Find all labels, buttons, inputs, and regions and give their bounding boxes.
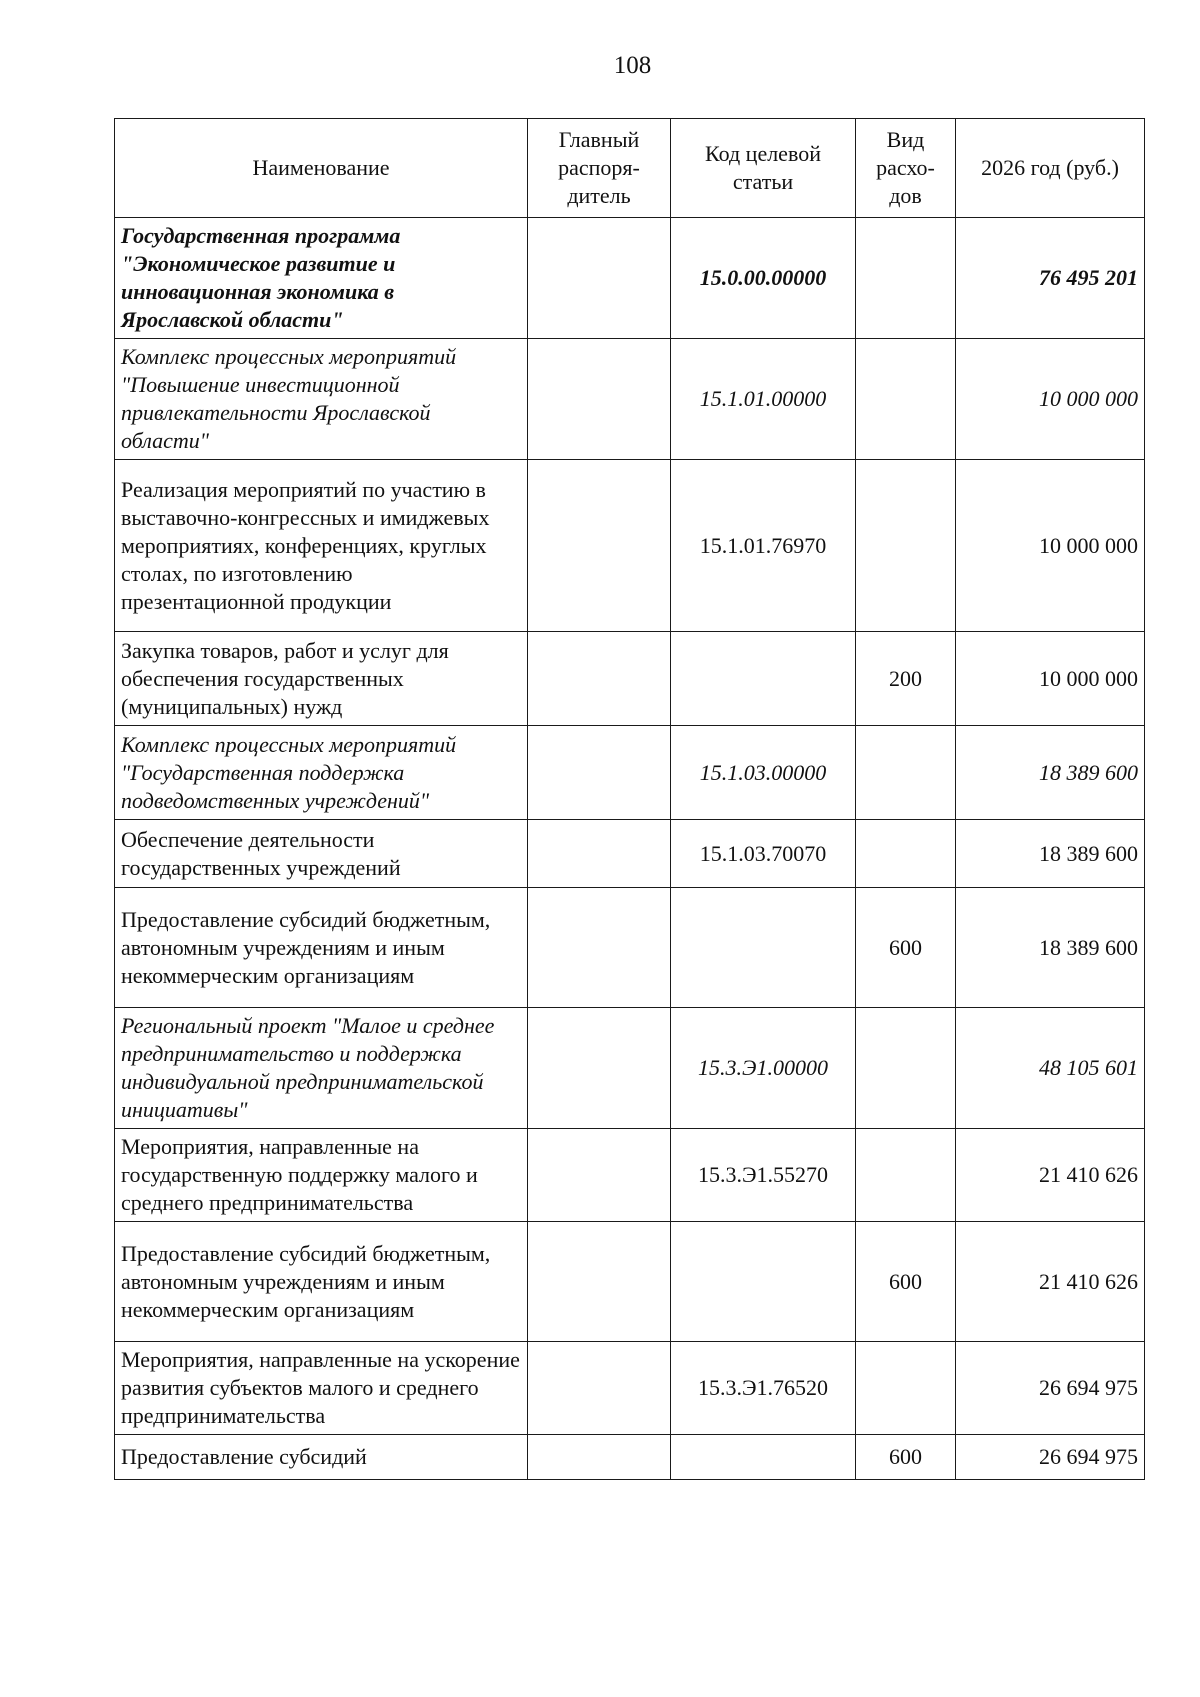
table-row <box>115 1222 1145 1342</box>
cell-code: 15.0.00.00000 <box>671 218 856 339</box>
cell-code: 15.1.01.76970 <box>671 460 856 632</box>
cell-code <box>671 1222 856 1342</box>
cell-admin <box>528 1008 671 1129</box>
cell-sum: 48 105 601 <box>956 1008 1145 1129</box>
cell-kind <box>856 339 956 460</box>
cell-admin <box>528 339 671 460</box>
header-kind: Вид расхо-дов <box>856 119 956 218</box>
table-body <box>115 218 1145 1480</box>
cell-name: Мероприятия, направленные на ускорение развития субъектов малого и среднего предпринимательства <box>115 1342 528 1435</box>
table-row <box>115 1435 1145 1480</box>
header-admin: Главный распоря-дитель <box>528 119 671 218</box>
cell-kind <box>856 1129 956 1222</box>
cell-admin <box>528 726 671 820</box>
cell-admin <box>528 820 671 888</box>
cell-sum: 26 694 975 <box>956 1342 1145 1435</box>
cell-admin <box>528 218 671 339</box>
page-number: 108 <box>613 52 652 79</box>
cell-code <box>671 888 856 1008</box>
cell-kind: 600 <box>856 1435 956 1480</box>
cell-name: Мероприятия, направленные на государственную поддержку малого и среднего предпринимательства <box>115 1129 528 1222</box>
cell-admin <box>528 632 671 726</box>
table-row <box>115 218 1145 339</box>
cell-sum: 10 000 000 <box>956 632 1145 726</box>
table-row <box>115 726 1145 820</box>
cell-sum: 10 000 000 <box>956 339 1145 460</box>
header-sum: 2026 год (руб.) <box>956 119 1145 218</box>
cell-sum: 76 495 201 <box>956 218 1145 339</box>
cell-admin <box>528 460 671 632</box>
cell-name: Закупка товаров, работ и услуг для обеспечения государственных (муниципальных) нужд <box>115 632 528 726</box>
cell-name: Предоставление субсидий бюджетным, автономным учреждениям и иным некоммерческим организациям <box>115 888 528 1008</box>
table-row <box>115 1008 1145 1129</box>
cell-sum: 18 389 600 <box>956 820 1145 888</box>
cell-kind <box>856 820 956 888</box>
cell-kind: 600 <box>856 1222 956 1342</box>
cell-sum: 18 389 600 <box>956 726 1145 820</box>
cell-kind <box>856 218 956 339</box>
cell-kind <box>856 1008 956 1129</box>
cell-admin <box>528 1435 671 1480</box>
cell-kind <box>856 726 956 820</box>
cell-sum: 21 410 626 <box>956 1222 1145 1342</box>
cell-code: 15.3.Э1.76520 <box>671 1342 856 1435</box>
table-header-row <box>115 119 1145 218</box>
cell-code: 15.3.Э1.55270 <box>671 1129 856 1222</box>
cell-kind: 200 <box>856 632 956 726</box>
table-row <box>115 888 1145 1008</box>
cell-name: Региональный проект "Малое и среднее предпринимательство и поддержка индивидуальной предпринимательской инициативы" <box>115 1008 528 1129</box>
cell-kind <box>856 1342 956 1435</box>
cell-admin <box>528 1129 671 1222</box>
table-row <box>115 1342 1145 1435</box>
cell-code: 15.1.03.00000 <box>671 726 856 820</box>
table-row <box>115 632 1145 726</box>
budget-table <box>114 118 1145 1480</box>
cell-kind: 600 <box>856 888 956 1008</box>
table-row <box>115 460 1145 632</box>
cell-code <box>671 632 856 726</box>
table-row <box>115 820 1145 888</box>
cell-admin <box>528 1222 671 1342</box>
cell-sum: 18 389 600 <box>956 888 1145 1008</box>
cell-admin <box>528 1342 671 1435</box>
header-code: Код целевой статьи <box>671 119 856 218</box>
cell-admin <box>528 888 671 1008</box>
cell-code: 15.1.01.00000 <box>671 339 856 460</box>
table-row <box>115 339 1145 460</box>
cell-name: Реализация мероприятий по участию в выставочно-конгрессных и имиджевых мероприятиях, конференциях, круглых столах, по изготовлению презентационной продукции <box>115 460 528 632</box>
cell-name: Комплекс процессных мероприятий "Государственная поддержка подведомственных учреждений" <box>115 726 528 820</box>
cell-name: Комплекс процессных мероприятий "Повышение инвестиционной привлекательности Ярославской области" <box>115 339 528 460</box>
cell-sum: 10 000 000 <box>956 460 1145 632</box>
cell-sum: 26 694 975 <box>956 1435 1145 1480</box>
cell-name: Государственная программа "Экономическое развитие и инновационная экономика в Ярославской области" <box>115 218 528 339</box>
header-name: Наименование <box>115 119 528 218</box>
cell-name: Предоставление субсидий <box>115 1435 528 1480</box>
cell-code: 15.3.Э1.00000 <box>671 1008 856 1129</box>
cell-sum: 21 410 626 <box>956 1129 1145 1222</box>
cell-name: Предоставление субсидий бюджетным, автономным учреждениям и иным некоммерческим организациям <box>115 1222 528 1342</box>
cell-code: 15.1.03.70070 <box>671 820 856 888</box>
cell-name: Обеспечение деятельности государственных учреждений <box>115 820 528 888</box>
cell-kind <box>856 460 956 632</box>
table-row <box>115 1129 1145 1222</box>
cell-code <box>671 1435 856 1480</box>
